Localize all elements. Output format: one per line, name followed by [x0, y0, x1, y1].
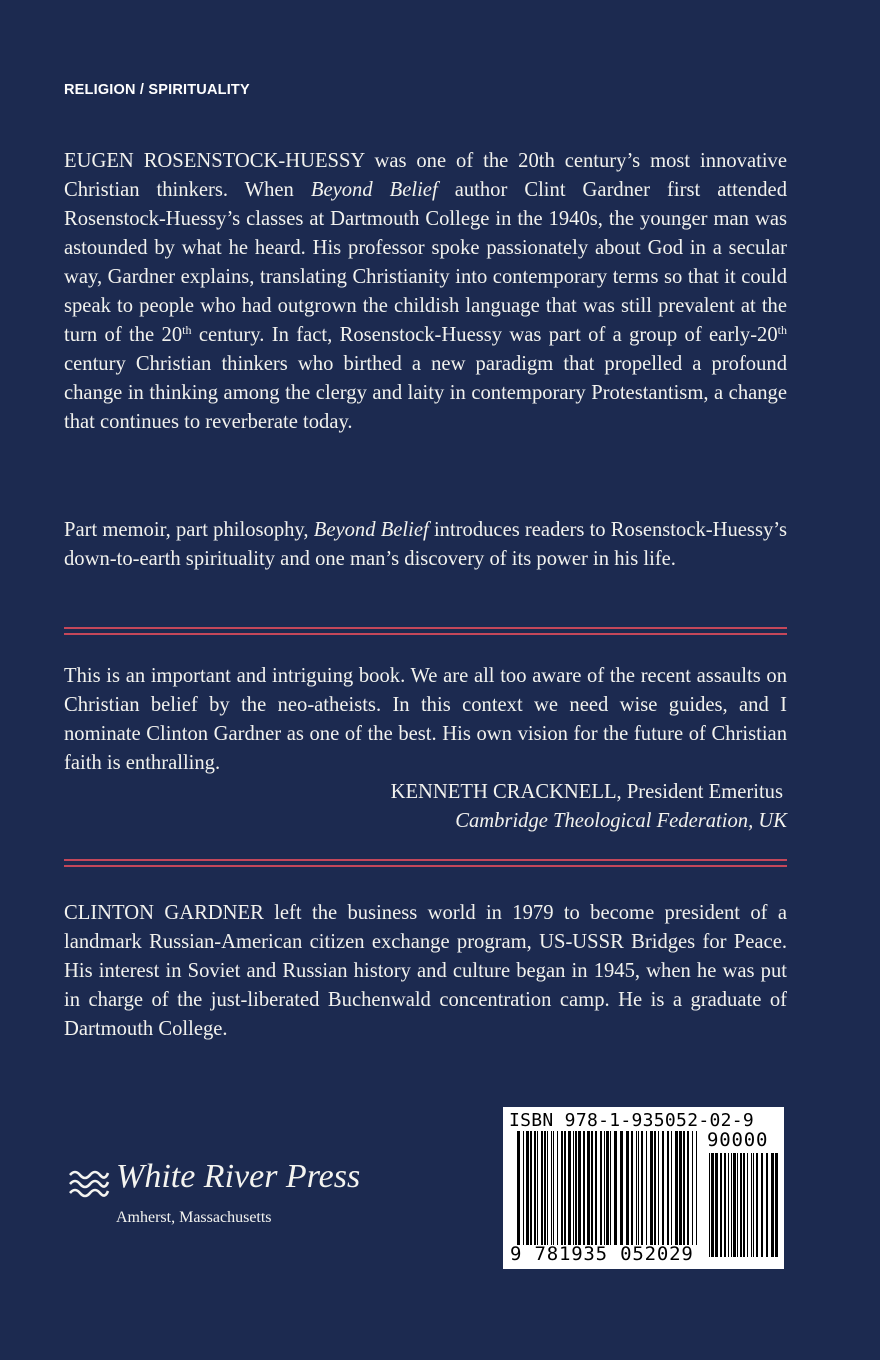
publisher-name: White River Press	[116, 1158, 361, 1195]
barcode-addon-number: 90000	[707, 1129, 769, 1151]
isbn-number: ISBN 978-1-935052-02-9	[509, 1110, 755, 1131]
author-bio: CLINTON GARDNER left the business world in 1979 to become president of a landmark Russian-American citizen exchange program, US-USSR Bridges for Peace. His interest in Soviet and Russian history and culture began in 1945, when he was put in charge of the just-liberated Buchenwald concentration camp. He is a graduate of Dartmouth College.	[64, 902, 787, 1040]
divider-line	[64, 865, 787, 867]
description-text: century. In fact, Rosenstock-Huessy was part of a group of early-20	[191, 324, 778, 346]
isbn-barcode	[503, 1107, 784, 1269]
publisher-block	[68, 1158, 408, 1228]
water-waves-icon	[68, 1168, 110, 1198]
divider-line	[64, 627, 787, 629]
divider-line	[64, 633, 787, 635]
publisher-location: Amherst, Massachusetts	[116, 1209, 272, 1226]
barcode-ean-number: 9 781935 052029	[510, 1243, 694, 1265]
ordinal-suffix: th	[777, 323, 787, 337]
category-label: RELIGION / SPIRITUALITY	[64, 82, 250, 98]
description-text: introduces readers to Rosenstock-Huessy’s down-to-earth spirituality and one man’s discovery of its power in his life.	[64, 519, 787, 570]
book-title: Beyond Belief	[310, 179, 438, 201]
ordinal-suffix: th	[182, 323, 192, 337]
description-text: EUGEN ROSENSTOCK-HUESSY was one of the 20th century’s most innovative Christian thinkers. When	[64, 150, 787, 201]
book-title: Beyond Belief	[313, 519, 429, 541]
divider-line	[64, 859, 787, 861]
endorsement-quote: This is an important and intriguing book. We are all too aware of the recent assaults on Christian belief by the neo-atheists. In this context we need wise guides, and I nominate Clinton Gardner as one of the best. His own vision for the future of Christian faith is enthralling.	[64, 665, 787, 774]
section-divider	[64, 627, 787, 636]
description-text: Part memoir, part philosophy,	[64, 519, 314, 541]
endorsement-organization: Cambridge Theological Federation, UK	[455, 810, 787, 832]
endorsement-author: KENNETH CRACKNELL, President Emeritus	[390, 781, 783, 803]
description-text: author Clint Gardner first attended Rosenstock-Huessy’s classes at Dartmouth College in the 1940s, the younger man was astounded by what he heard. His professor spoke passionately about God in a secular way, Gardner explains, translating Christianity into contemporary terms so that it could speak to people who had outgrown the childish language that was still prevalent at the turn of the 20	[64, 179, 787, 346]
book-description-paragraph-2	[64, 516, 787, 574]
section-divider	[64, 859, 787, 868]
book-description-paragraph-1	[64, 147, 787, 437]
description-text: century Christian thinkers who birthed a new paradigm that propelled a profound change in thinking among the clergy and laity in contemporary Protestantism, a change that continues to reverberate today.	[64, 353, 787, 433]
